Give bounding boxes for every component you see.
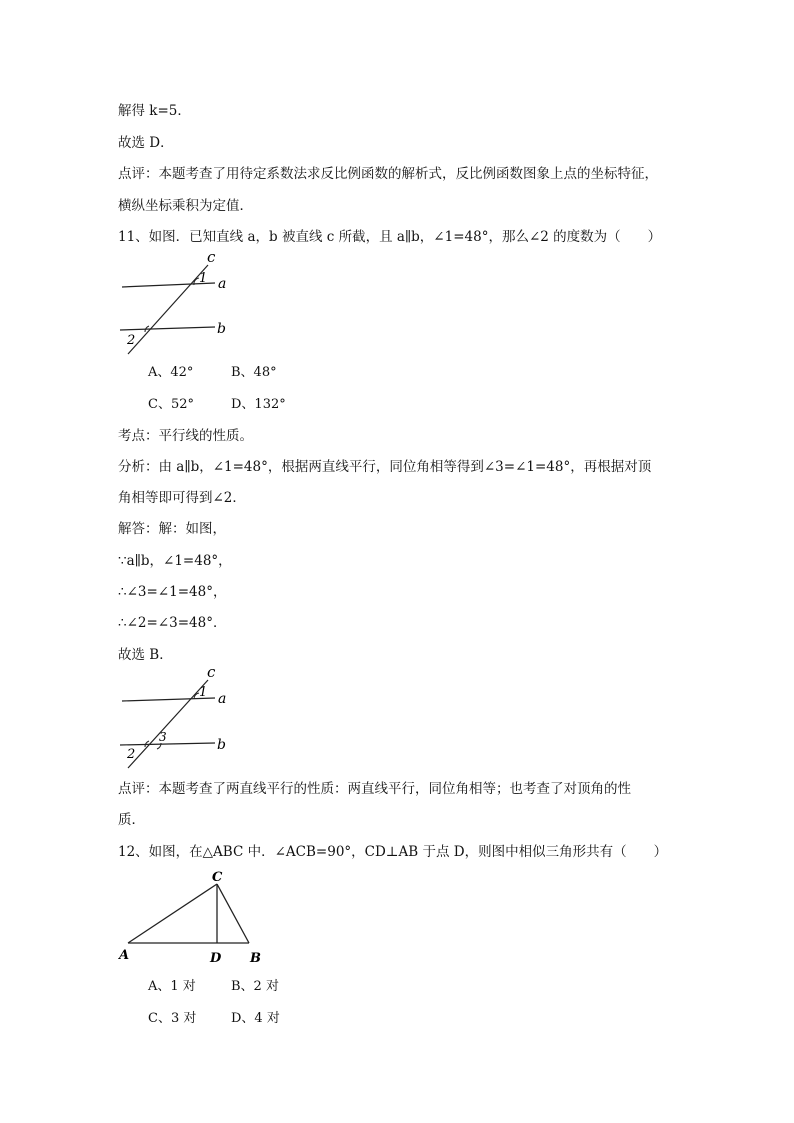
proof-step: ∴∠2=∠3=48°． [118, 615, 227, 631]
option-a: A、1 对 [148, 979, 196, 994]
solution-line: 解得 k=5． [118, 103, 191, 119]
question-11-stem: 11、如图．已知直线 a，b 被直线 c 所截，且 a∥b，∠1=48°，那么∠2 的度数为（ ） [118, 229, 662, 245]
analysis-line: 角相等即可得到∠2． [118, 490, 246, 506]
angle-1-label: 1 [199, 685, 208, 700]
choice-line: 故选 B． [118, 647, 173, 663]
comment-line: 质． [118, 812, 145, 828]
option-d: D、132° [231, 397, 286, 412]
parallel-lines-figure-1 [115, 248, 255, 352]
comment-line: 点评：本题考查了两直线平行的性质：两直线平行，同位角相等；也考查了对顶角的性 [118, 781, 631, 797]
kaodian-line: 考点：平行线的性质。 [118, 428, 253, 444]
line-b-label: b [217, 737, 226, 753]
proof-step: ∴∠3=∠1=48°， [118, 584, 227, 600]
option-c: C、52° [148, 397, 194, 412]
option-c: C、3 对 [148, 1011, 197, 1026]
option-a: A、42° [148, 365, 194, 380]
analysis-line: 分析：由 a∥b，∠1=48°，根据两直线平行，同位角相等得到∠3=∠1=48°，再根据对顶 [118, 459, 652, 475]
vertex-a-label: A [119, 948, 130, 963]
line-a-label: a [218, 276, 227, 292]
angle-3-label: 3 [159, 730, 167, 744]
right-triangle-figure [112, 866, 282, 966]
comment-line: 横纵坐标乘积为定值． [118, 198, 253, 214]
question-12-stem: 12、如图，在△ABC 中．∠ACB=90°，CD⊥AB 于点 D，则图中相似三角形共有（ ） [118, 844, 668, 860]
line-b-label: b [217, 321, 226, 337]
vertex-b-label: B [250, 951, 261, 966]
line-c-label: c [207, 663, 216, 681]
angle-2-label: 2 [127, 333, 136, 348]
option-b: B、48° [231, 365, 277, 380]
option-d: D、4 对 [231, 1011, 280, 1026]
proof-step: ∵a∥b，∠1=48°， [118, 553, 232, 569]
choice-line: 故选 D． [118, 135, 174, 151]
parallel-lines-figure-2 [115, 663, 255, 768]
angle-1-label: 1 [199, 271, 208, 286]
answer-intro-line: 解答：解：如图， [118, 521, 226, 537]
comment-line: 点评：本题考查了用待定系数法求反比例函数的解析式，反比例函数图象上点的坐标特征， [118, 166, 658, 182]
point-d-label: D [210, 951, 222, 966]
angle-2-label: 2 [127, 747, 136, 762]
line-c-label: c [207, 248, 216, 266]
vertex-c-label: C [212, 870, 223, 885]
option-b: B、2 对 [231, 979, 279, 994]
line-a-label: a [218, 691, 227, 707]
